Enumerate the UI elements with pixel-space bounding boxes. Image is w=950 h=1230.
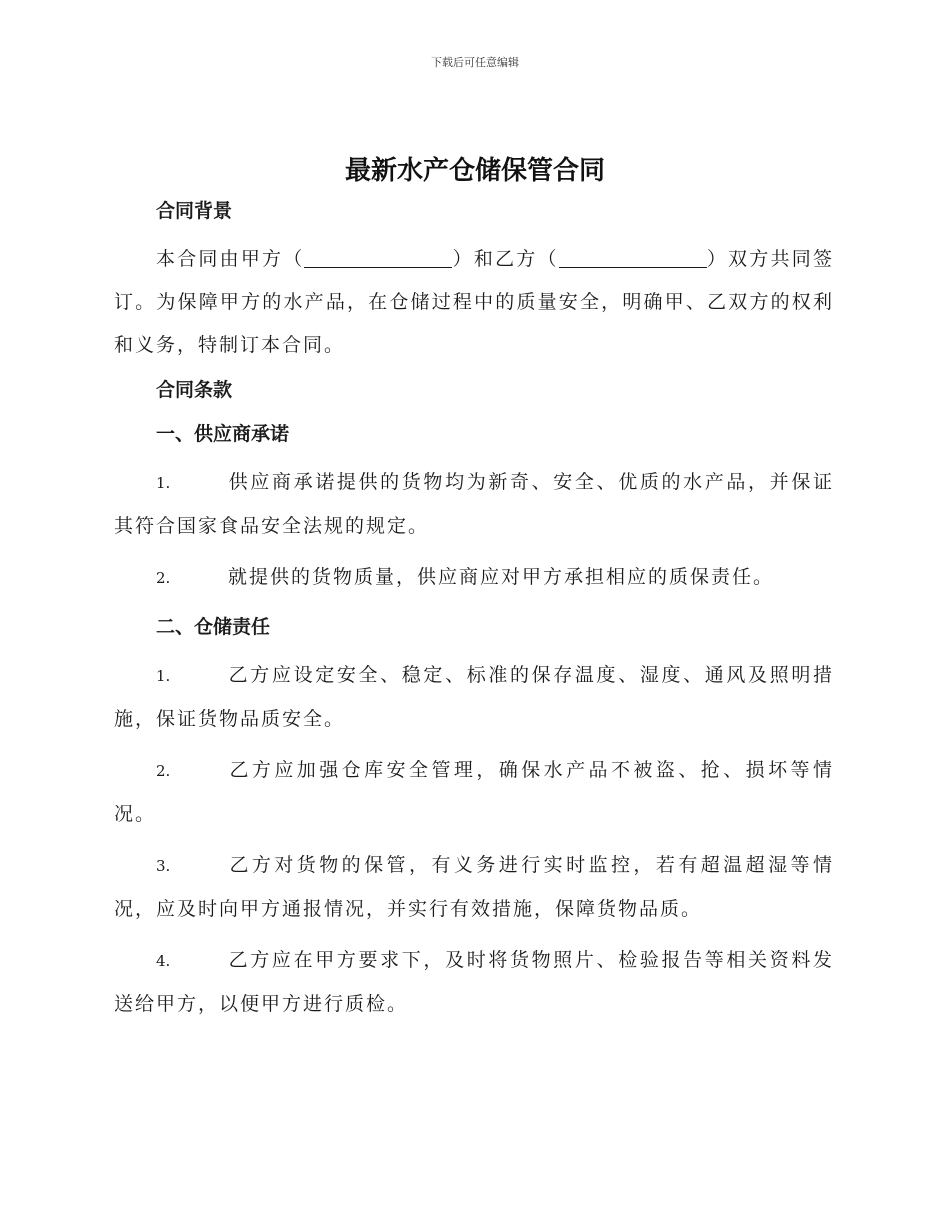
item-number: 2.: [156, 569, 171, 587]
list-item: [114, 939, 834, 1026]
list-item: [114, 844, 834, 931]
item-text: 供应商承诺提供的货物均为新奇、安全、优质的水产品，并保证其符合国家食品安全法规的规定。: [114, 471, 834, 537]
item-number: 3.: [156, 857, 171, 875]
list-item: [114, 654, 834, 741]
list-item: [114, 749, 834, 836]
item-text: 就提供的货物质量，供应商应对甲方承担相应的质保责任。: [228, 566, 775, 588]
item-number: 4.: [156, 952, 171, 970]
item-text: 乙方应在甲方要求下，及时将货物照片、检验报告等相关资料发送给甲方，以便甲方进行质检。: [114, 949, 834, 1015]
item-text: 乙方对货物的保管，有义务进行实时监控，若有超温超湿等情况，应及时向甲方通报情况，并实行有效措施，保障货物品质。: [114, 854, 834, 920]
document-body: [114, 196, 834, 1026]
section-heading-terms: 合同条款: [156, 379, 233, 401]
party-b-blank: [559, 247, 707, 268]
section-heading-background: 合同背景: [156, 200, 233, 222]
item-text: 乙方应设定安全、稳定、标准的保存温度、湿度、通风及照明措施，保证货物品质安全。: [114, 664, 834, 730]
header-note: 下载后可任意编辑: [431, 56, 519, 69]
background-text-3: ）双方共同签订。为保障甲方的水产品，在仓储过程中的质量安全，明确甲、乙双方的权利和义务，特制订本合同。: [114, 248, 834, 356]
item-number: 1.: [156, 667, 171, 685]
item-number: 1.: [156, 474, 171, 492]
party-a-blank: [304, 247, 452, 268]
list-item: [114, 556, 834, 600]
list-item: [114, 461, 834, 548]
item-number: 2.: [156, 762, 171, 780]
item-text: 乙方应加强仓库安全管理，确保水产品不被盗、抢、损坏等情况。: [114, 759, 834, 825]
document-title: 最新水产仓储保管合同: [344, 156, 605, 186]
section-heading-storage: 二、仓储责任: [156, 616, 271, 638]
background-paragraph: [114, 238, 834, 367]
background-text-1: 本合同由甲方（: [156, 248, 305, 270]
background-text-2: ）和乙方（: [452, 248, 559, 270]
section-heading-supplier: 一、供应商承诺: [156, 423, 290, 445]
